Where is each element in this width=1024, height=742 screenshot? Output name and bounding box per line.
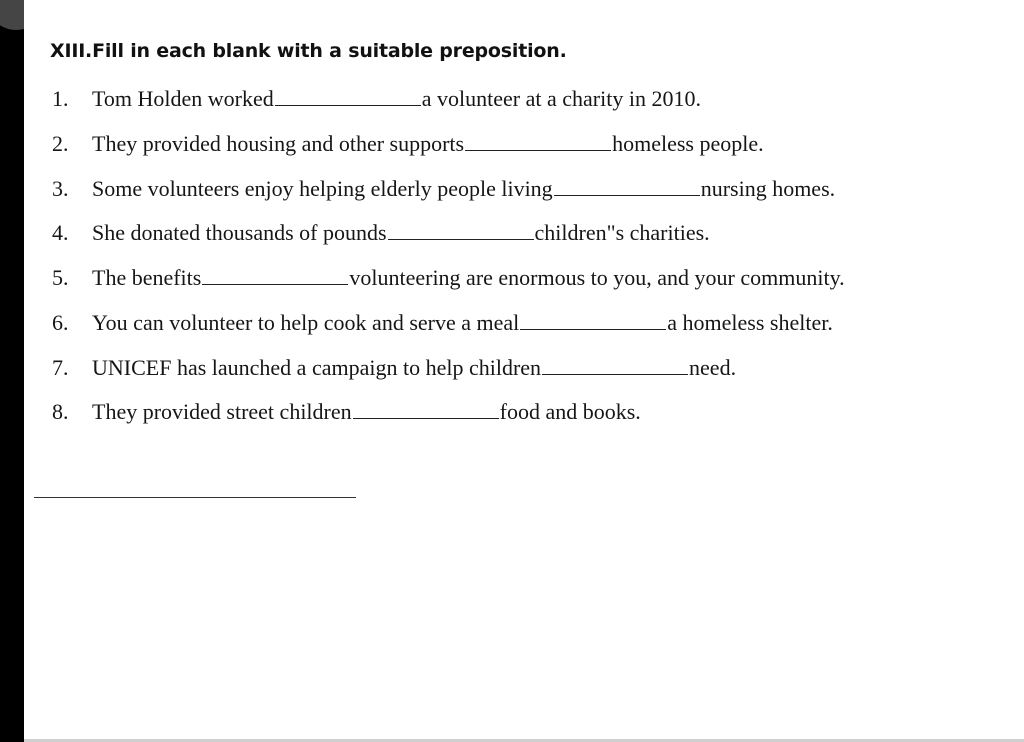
item-text-after: nursing homes. [700,176,836,201]
exercise-item-5 [52,263,845,293]
item-text-after: food and books. [499,399,641,424]
item-number: 3. [52,176,69,201]
answer-blank-8[interactable] [353,398,499,419]
item-number: 5. [52,265,69,290]
answer-blank-2[interactable] [465,130,611,151]
exercise-item-1 [52,84,701,114]
answer-blank-5[interactable] [202,264,348,285]
item-text-after: children"s charities. [534,220,710,245]
answer-blank-3[interactable] [554,175,700,196]
item-number: 8. [52,399,69,424]
left-edge-bar [0,0,24,742]
answer-blank-1[interactable] [275,85,421,106]
item-text-after: need. [689,355,737,380]
item-text-after: homeless people. [612,131,764,156]
answer-blank-4[interactable] [388,219,534,240]
item-number: 7. [52,355,69,380]
separator-line [34,497,356,498]
item-text-after: volunteering are enormous to you, and your community. [349,265,845,290]
item-text-before: Tom Holden worked [92,86,274,111]
exercise-item-7 [52,353,736,383]
item-text-before: UNICEF has launched a campaign to help children [92,355,542,380]
exercise-item-2 [52,129,764,159]
answer-blank-6[interactable] [520,309,666,330]
exercise-item-8 [52,397,641,427]
exercise-item-6 [52,308,833,338]
worksheet-page [24,0,1024,742]
item-text-after: a homeless shelter. [667,310,833,335]
item-number: 2. [52,131,69,156]
item-number: 4. [52,220,69,245]
item-text-before: The benefits [92,265,202,290]
exercise-item-3 [52,174,835,204]
item-text-before: Some volunteers enjoy helping elderly people living [92,176,553,201]
item-number: 6. [52,310,69,335]
exercise-item-4 [52,218,710,248]
item-text-before: You can volunteer to help cook and serve a meal [92,310,520,335]
item-text-after: a volunteer at a charity in 2010. [421,86,701,111]
exercise-title: XIII.Fill in each blank with a suitable preposition. [50,40,567,62]
item-text-before: They provided housing and other supports [92,131,465,156]
item-text-before: They provided street children [92,399,352,424]
answer-blank-7[interactable] [542,354,688,375]
item-number: 1. [52,86,69,111]
item-text-before: She donated thousands of pounds [92,220,387,245]
